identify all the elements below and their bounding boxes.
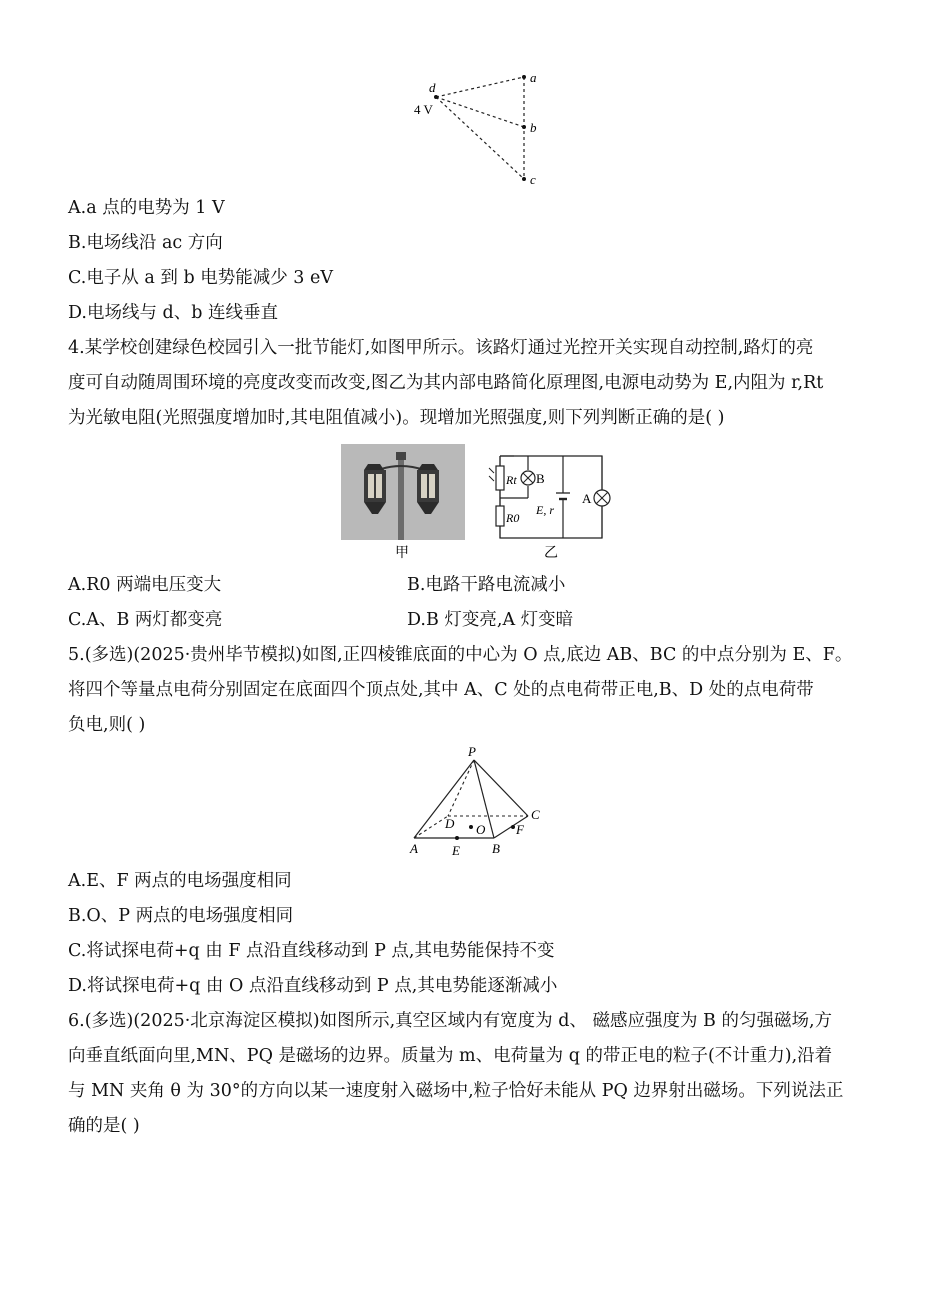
q5-stem-line-2: 将四个等量点电荷分别固定在底面四个顶点处,其中 A、C 处的点电荷带正电,B、D 处的点电荷带 [68,680,814,700]
q6-stem-line-4: 确的是( ) [68,1116,140,1136]
label-d: d [429,80,436,95]
battery [556,493,570,499]
label-4v: 4 V [414,102,433,117]
label-rt: Rt [506,473,517,487]
q4-stem-line-3: 为光敏电阻(光照强度增加时,其电阻值减小)。现增加光照强度,则下列判断正确的是( ) [68,408,725,428]
q4-option-c: C.A、B 两灯都变亮 [68,610,223,630]
q3-figure [400,66,560,190]
lamp-a [594,490,610,506]
q4-stem-line-2: 度可自动随周围环境的亮度改变而改变,图乙为其内部电路简化原理图,电源电动势为 E,内阻为 r,Rt [68,373,824,393]
label-b: b [530,120,537,135]
q5-stem-line-1: 5.(多选)(2025·贵州毕节模拟)如图,正四棱锥底面的中心为 O 点,底边 AB、BC 的中点分别为 E、F。 [68,645,853,665]
q4-option-b: B.电路干路电流减小 [407,575,566,595]
point-d [434,95,438,99]
q3-option-c: C.电子从 a 到 b 电势能减少 3 eV [68,268,333,288]
q4-figure [338,440,618,564]
point-e [455,836,459,840]
q4-option-a: A.R0 两端电压变大 [68,575,222,595]
label-source: E, r [536,503,554,517]
label-e: E [452,843,460,858]
lamp-b [521,471,535,485]
q3-option-b: B.电场线沿 ac 方向 [68,233,223,253]
label-b-vertex: B [492,841,500,856]
q6-stem-line-2: 向垂直纸面向里,MN、PQ 是磁场的边界。质量为 m、电荷量为 q 的带正电的粒子(不计重力),沿着 [68,1046,833,1066]
q6-stem-line-3: 与 MN 夹角 θ 为 30°的方向以某一速度射入磁场中,粒子恰好未能从 PQ 边界射出磁场。下列说法正 [68,1081,844,1101]
q5-pyramid-figure [400,742,560,860]
label-lamp-b: B [536,471,545,486]
label-a-vertex: A [410,841,418,856]
point-b [522,125,526,129]
label-yi: 乙 [544,546,558,561]
point-f [511,825,515,829]
q5-option-d: D.将试探电荷+q 由 O 点沿直线移动到 P 点,其电势能逐渐减小 [68,976,558,996]
label-jia: 甲 [395,546,409,561]
q5-stem-line-3: 负电,则( ) [68,715,146,735]
label-r0: R0 [506,511,520,525]
q5-option-a: A.E、F 两点的电场强度相同 [68,871,292,891]
label-f: F [516,822,524,837]
label-lamp-a: A [582,491,592,506]
q5-option-c: C.将试探电荷+q 由 F 点沿直线移动到 P 点,其电势能保持不变 [68,941,555,961]
q5-option-b: B.O、P 两点的电场强度相同 [68,906,294,926]
point-a [522,75,526,79]
street-lamp-photo [341,444,465,540]
label-p: P [468,744,476,759]
label-c: c [530,172,536,187]
label-o: O [476,822,486,837]
q4-stem-line-1: 4.某学校创建绿色校园引入一批节能灯,如图甲所示。该路灯通过光控开关实现自动控制,路灯的亮 [68,338,814,358]
resistor-rt [496,466,504,490]
q6-stem-line-1: 6.(多选)(2025·北京海淀区模拟)如图所示,真空区域内有宽度为 d、 磁感应强度为 B 的匀强磁场,方 [68,1011,833,1031]
q4-option-d: D.B 灯变亮,A 灯变暗 [407,610,574,630]
label-c-vertex: C [531,807,540,822]
resistor-r0 [496,506,504,526]
label-d-vertex: D [445,816,455,831]
q3-option-d: D.电场线与 d、b 连线垂直 [68,303,278,323]
label-a: a [530,70,537,85]
q3-option-a: A.a 点的电势为 1 V [68,198,225,218]
point-o [469,825,473,829]
point-c [522,177,526,181]
